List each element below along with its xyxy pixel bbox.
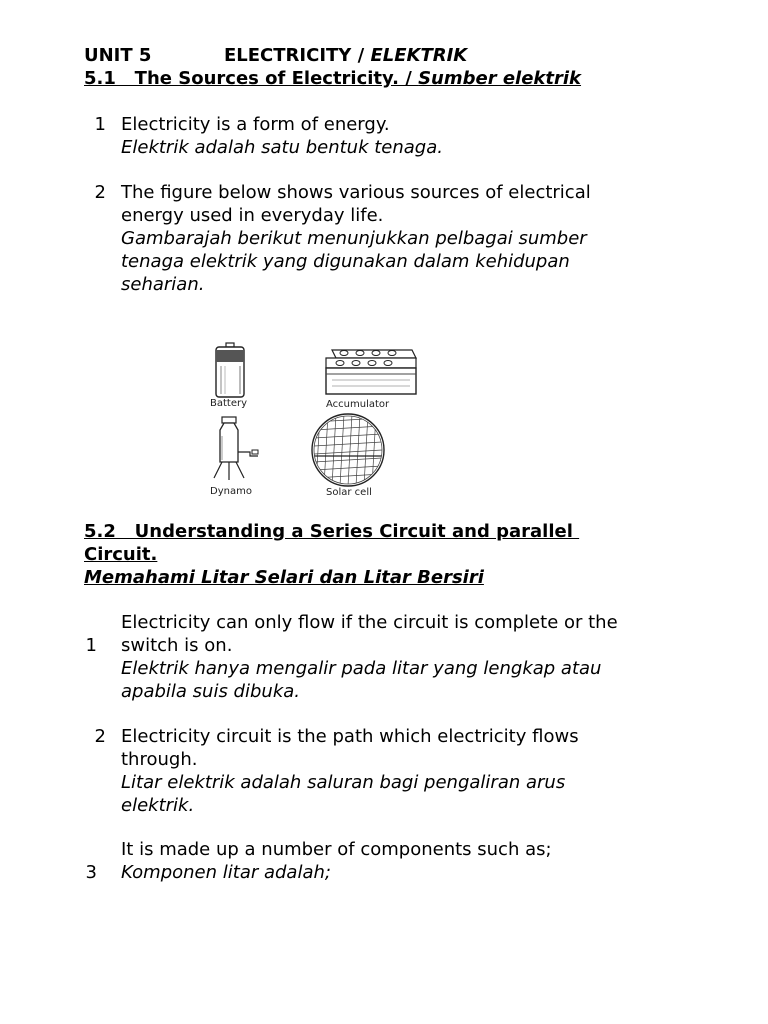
list-item [121,113,721,159]
item-text-my: Litar elektrik adalah saluran bagi pengaliran arus [121,772,566,793]
item-text-en: It is made up a number of components such as; [121,839,552,860]
item-text-en: Electricity is a form of energy. [121,114,390,135]
item-text-my: apabila suis dibuka. [121,681,300,702]
section-5-1-heading-my: Sumber elektrik [418,68,582,89]
solar-cell-label: Solar cell [326,487,372,498]
item-text-my: seharian. [121,274,205,295]
section-5-2-heading-line2: Circuit. [84,544,158,565]
item-text-my: Elektrik hanya mengalir pada litar yang lengkap atau [121,658,602,679]
item-text-en: Electricity circuit is the path which electricity flows [121,726,579,747]
section-5-1-heading [84,67,581,90]
item-text-my: Komponen litar adalah; [121,862,331,883]
accumulator-label: Accumulator [326,399,390,410]
battery-icon [212,342,248,398]
item-number: 1 [94,114,106,135]
unit-title-en: ELECTRICITY / [224,45,371,66]
unit-title [224,44,467,67]
item-text-my: Gambarajah berikut menunjukkan pelbagai sumber [121,228,587,249]
accumulator-icon [322,344,418,398]
list-item [121,838,721,884]
item-text-my: Elektrik adalah satu bentuk tenaga. [121,137,443,158]
list-item [121,181,721,296]
item-number: 2 [94,182,106,203]
item-number: 3 [85,862,97,883]
list-item [121,725,721,817]
section-5-1-heading-en: 5.1 The Sources of Electricity. / [84,68,419,89]
battery-label: Battery [210,398,248,409]
item-number: 2 [94,726,106,747]
item-number: 1 [85,635,97,656]
item-text-my: elektrik. [121,795,195,816]
solar-cell-icon [310,412,386,488]
section-5-2-heading-line1: 5.2 Understanding a Series Circuit and parallel [84,521,580,542]
unit-title-my: ELEKTRIK [370,45,468,66]
item-text-en: The figure below shows various sources of electrical [121,182,591,203]
section-5-2-heading-my: Memahami Litar Selari dan Litar Bersiri [84,567,484,588]
unit-label: UNIT 5 [84,45,152,66]
item-text-en: Electricity can only flow if the circuit is complete or the [121,612,618,633]
item-text-en: energy used in everyday life. [121,205,384,226]
list-item [121,611,721,703]
dynamo-label: Dynamo [210,486,252,497]
item-text-en: switch is on. [121,635,233,656]
item-text-en: through. [121,749,198,770]
dynamo-icon [208,416,264,484]
item-text-my: tenaga elektrik yang digunakan dalam kehidupan [121,251,570,272]
